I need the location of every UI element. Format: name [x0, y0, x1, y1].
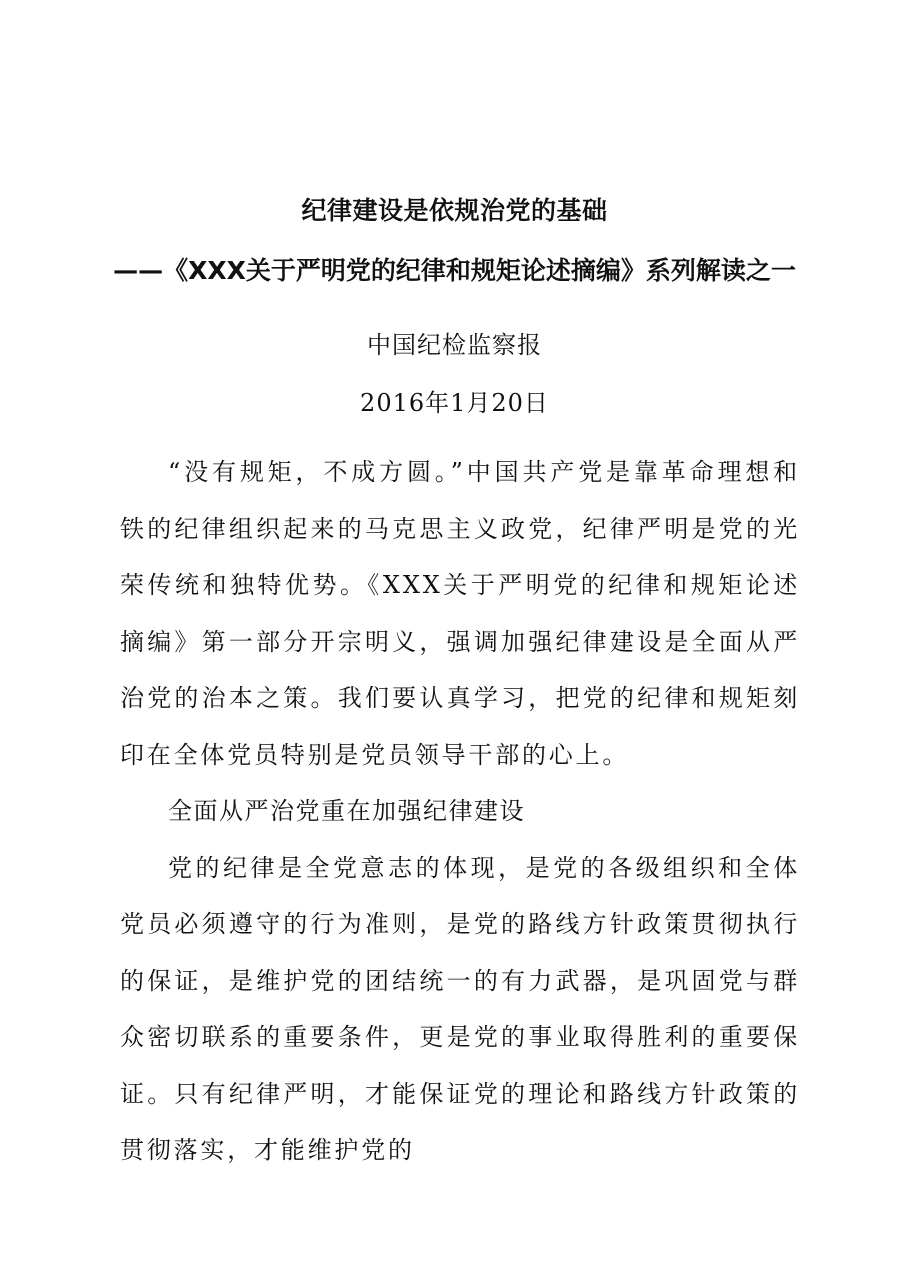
document-title: 纪律建设是依规治党的基础 — [301, 196, 608, 225]
section-heading: 全面从严治党重在加强纪律建设 — [168, 797, 525, 825]
document-source: 中国纪检监察报 — [367, 331, 542, 359]
document-body — [120, 444, 800, 1179]
body-paragraph: “没有规矩，不成方圆。”中国共产党是靠革命理想和铁的纪律组织起来的马克思主义政党，纪律严明是党的光荣传统和独特优势。《XXX关于严明党的纪律和规矩论述摘编》第一部分开宗明义，强调加强纪律建设是全面从严治党的治本之策。我们要认真学习，把党的纪律和规矩刻印在全体党员特别是党员领导干部的心上。 — [120, 458, 800, 769]
document-date: 2016年1月20日 — [360, 389, 549, 417]
document-subtitle: ——《XXX关于严明党的纪律和规矩论述摘编》系列解读之一 — [113, 256, 796, 285]
body-paragraph: 党的纪律是全党意志的体现，是党的各级组织和全体党员必须遵守的行为准则，是党的路线方针政策贯彻执行的保证，是维护党的团结统一的有力武器，是巩固党与群众密切联系的重要条件，更是党的事业取得胜利的重要保证。只有纪律严明，才能保证党的理论和路线方针政策的贯彻落实，才能维护党的 — [120, 853, 800, 1164]
